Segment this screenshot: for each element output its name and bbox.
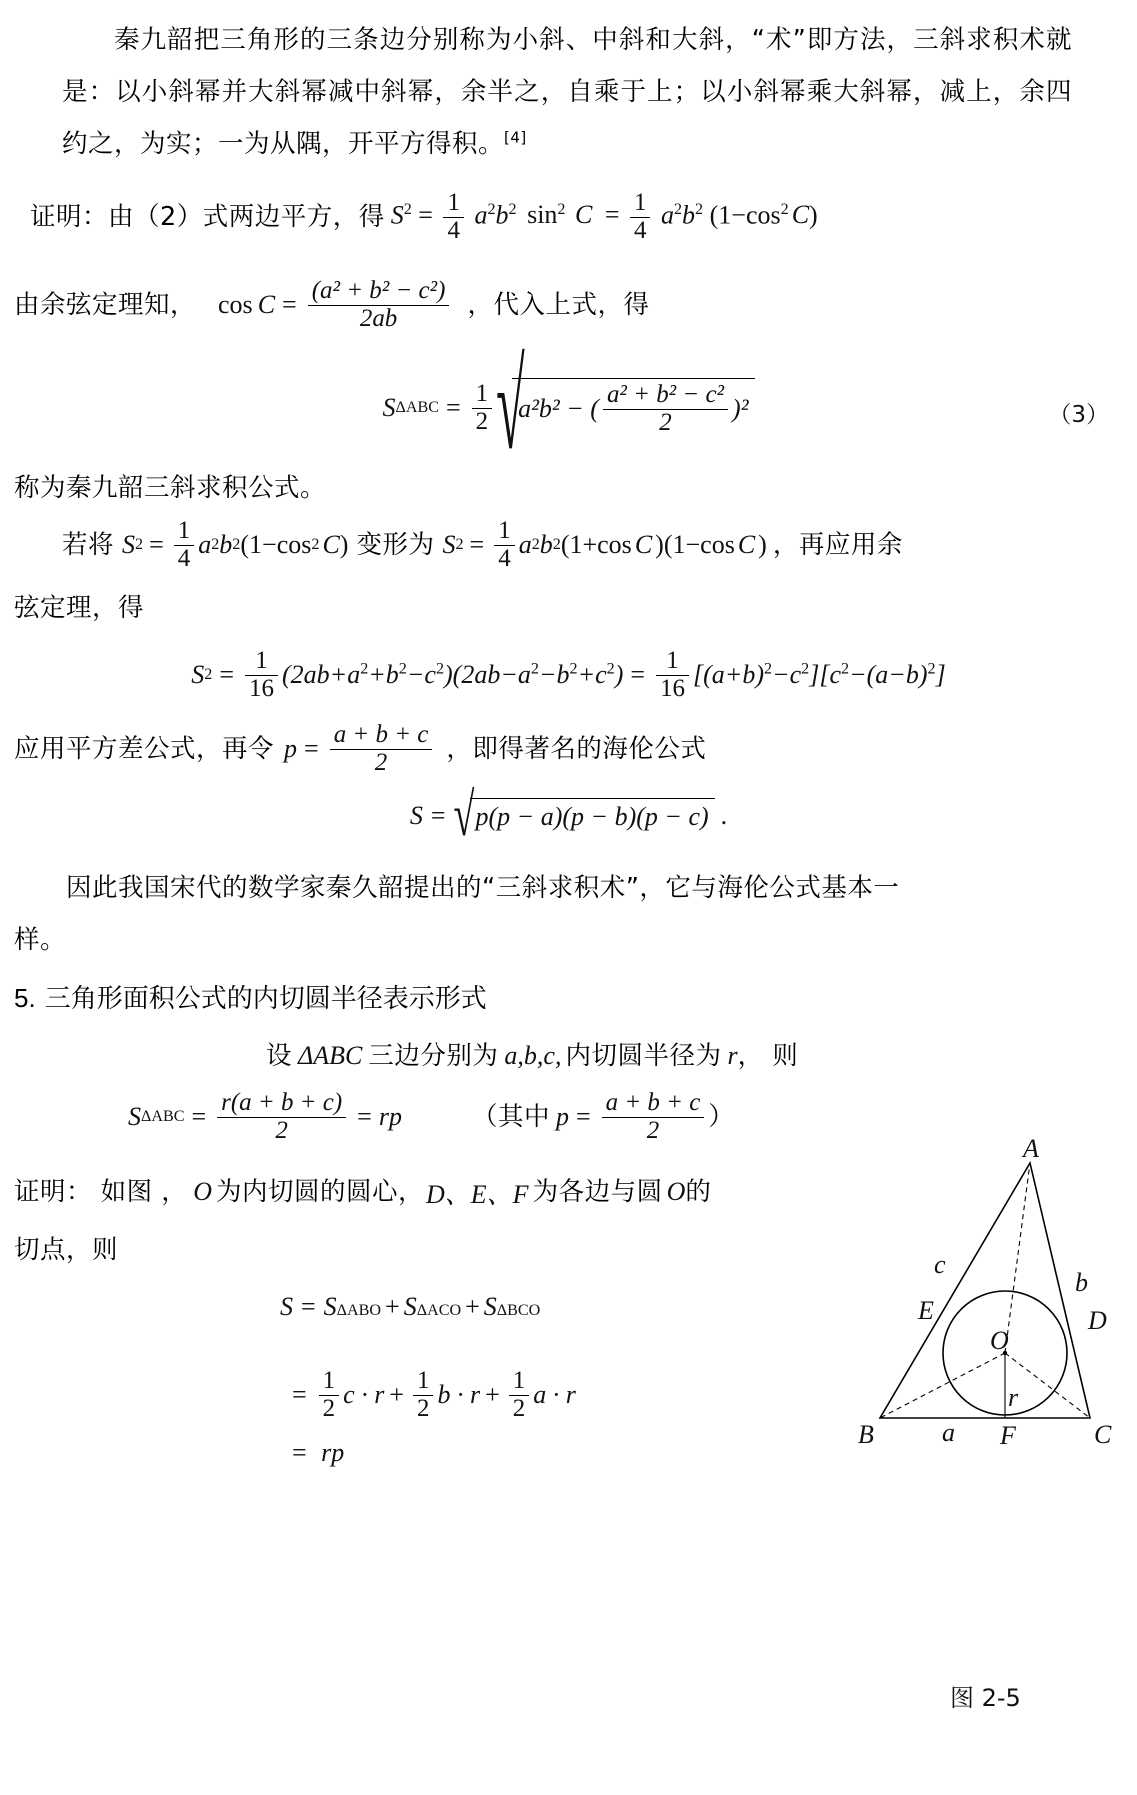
equation-area-sum2 bbox=[292, 1368, 576, 1423]
fraction-denominator: 2 bbox=[472, 408, 492, 436]
fraction-denominator: 2ab bbox=[308, 305, 450, 333]
fraction-numerator bbox=[308, 278, 450, 305]
figure-label-a: a bbox=[942, 1418, 955, 1447]
eq-cos: cos bbox=[745, 200, 781, 230]
equation-factored: S 2 = $\frac{1}{16}$ $(2ab+a^2+b^2-c^2)(2ab-a^2-b^2+c^2)$ = $\frac{1}{16}$ $[(a+b)^2-c^2][c^2-(a-b)^2]$ bbox=[191, 647, 946, 702]
eq-angle-C-1: C bbox=[574, 200, 593, 230]
equation-p-note bbox=[556, 1090, 708, 1145]
eq-lhs-exponent: 2 bbox=[403, 200, 412, 218]
fraction-cos-C bbox=[308, 278, 450, 333]
equals-2: = bbox=[630, 660, 646, 690]
fraction-one-sixteenth-2 bbox=[656, 648, 689, 703]
eq-angle-C-2: C bbox=[791, 200, 810, 230]
eq-sin: sin bbox=[527, 200, 558, 230]
fraction-inner bbox=[603, 382, 728, 437]
note-equals: = bbox=[575, 1102, 591, 1132]
section-heading-5 bbox=[14, 978, 487, 1015]
figure-label-r: r bbox=[1008, 1383, 1019, 1412]
factor-group-2: )(1 bbox=[655, 530, 686, 560]
eq-a-exponent: 2 bbox=[487, 200, 496, 218]
inradius-equals: = bbox=[191, 1102, 207, 1132]
fraction-denominator: 2 bbox=[602, 1117, 705, 1145]
center-O-symbol: O bbox=[193, 1177, 212, 1206]
fraction-one-half bbox=[472, 381, 492, 436]
S-symbol: S bbox=[122, 530, 136, 560]
figure-label-B: B bbox=[858, 1420, 874, 1449]
fraction-numerator: 1 bbox=[666, 647, 679, 674]
triangle-shape bbox=[880, 1163, 1090, 1418]
equation-area-sum3 bbox=[292, 1438, 344, 1467]
points-DEF-symbol: D、E、F bbox=[426, 1179, 529, 1209]
eq-a-term-2: a bbox=[660, 200, 674, 230]
paren-close-2: ) bbox=[758, 530, 767, 560]
sum-equals: = bbox=[301, 1292, 316, 1321]
cosine-law-suffix: ，代入上式，得 bbox=[467, 290, 650, 321]
equation-S2-right: S 2 = $\frac{1}{4}$ a 2 b 2 (1+ cos C )(1 − cos C ) bbox=[442, 517, 767, 572]
figure-triangle-incircle bbox=[858, 1134, 1120, 1468]
sum2-plus-1: + bbox=[389, 1380, 404, 1410]
factor-expr-1: $(2ab+a^2+b^2-c^2)(2ab-a^2-b^2+c^2)$ bbox=[281, 660, 624, 690]
eq-b-term-2: b bbox=[682, 200, 696, 230]
paragraph-qinjiushao bbox=[62, 14, 1072, 170]
equals-sign-2: = bbox=[469, 530, 485, 560]
figure-label-D: D bbox=[1088, 1306, 1107, 1335]
figure-caption: 图 2-5 bbox=[950, 1684, 1021, 1712]
eq-equals-2: = bbox=[604, 200, 620, 230]
inradius-equals-2: = bbox=[357, 1102, 372, 1132]
figure-label-F: F bbox=[1000, 1421, 1016, 1450]
fraction-note-p bbox=[602, 1090, 705, 1145]
cos-symbol: cos bbox=[276, 530, 312, 560]
eq-lhs: S bbox=[390, 200, 404, 230]
eq-equals-1: = bbox=[418, 200, 433, 230]
sum-term-2: S bbox=[403, 1292, 417, 1321]
fraction-p bbox=[330, 722, 433, 777]
fraction-numerator: 1 bbox=[498, 517, 511, 544]
paragraph-conclusion: 因此我国宋代的数学家秦久韶提出的“三斜求积术”，它与海伦公式基本一 bbox=[66, 873, 900, 903]
proof-label: 证明：由（2）式两边平方，得 bbox=[30, 202, 385, 233]
figure-label-b: b bbox=[1075, 1268, 1088, 1297]
fraction-denominator: 2 bbox=[217, 1117, 346, 1145]
section-number: 5. bbox=[14, 983, 36, 1013]
fraction-denominator: 4 bbox=[630, 217, 650, 245]
fraction-numerator: 1 bbox=[255, 647, 268, 674]
triangle-ABC-symbol: ΔABC bbox=[298, 1041, 363, 1070]
fraction-denominator: 2 bbox=[319, 1395, 339, 1423]
eq-b-term: b bbox=[495, 200, 509, 230]
equation-p-definition bbox=[284, 722, 436, 777]
angle-C-2: C bbox=[634, 530, 653, 560]
eq3-equals: = bbox=[445, 393, 461, 423]
fraction-numerator: 1 bbox=[447, 189, 460, 216]
note-open-paren: （其中 bbox=[471, 1102, 550, 1133]
fraction-numerator: a + b + c bbox=[605, 1089, 701, 1116]
fraction-one-fourth-1 bbox=[443, 190, 463, 245]
fraction-denominator: 2 bbox=[509, 1395, 529, 1423]
sum3-equals: = bbox=[292, 1438, 307, 1467]
equation-factored-row bbox=[0, 648, 1137, 703]
eq-cos-exponent: 2 bbox=[780, 200, 789, 218]
paren-close: ) bbox=[339, 530, 349, 560]
eq-a-term: a bbox=[474, 200, 488, 230]
proof-inradius-line bbox=[14, 1172, 711, 1212]
fraction-denominator: 16 bbox=[656, 675, 689, 703]
radius-r-symbol: r bbox=[727, 1041, 738, 1070]
p-symbol: p bbox=[284, 734, 298, 764]
fraction-half-1 bbox=[319, 1368, 339, 1423]
equation-inradius: S ΔABC = $\frac{r(a + b + c)}{2}$ = rp bbox=[128, 1089, 402, 1144]
equation-heron-row bbox=[0, 782, 1137, 850]
section-title: 三角形面积公式的内切圆半径表示形式 bbox=[44, 984, 487, 1014]
paragraph-conclusion-continued: 样。 bbox=[14, 925, 67, 955]
fraction-one-fourth-2 bbox=[630, 190, 650, 245]
eq-b-exponent: 2 bbox=[508, 200, 517, 218]
factor-expr-2: $[(a+b)^2-c^2][c^2-(a-b)^2]$ bbox=[693, 660, 946, 690]
fraction-one-sixteenth-1 bbox=[245, 648, 278, 703]
radicand-lead bbox=[518, 394, 599, 424]
heron-intro-line bbox=[14, 722, 1114, 777]
cos-symbol-3: cos bbox=[700, 530, 735, 560]
transform-suffix: ，再应用余 bbox=[772, 530, 903, 561]
radicand-tail: )² bbox=[732, 394, 749, 424]
fraction-half-2 bbox=[413, 1368, 433, 1423]
equation-3-tag: （3） bbox=[1048, 402, 1109, 428]
cos-symbol-2: cos bbox=[597, 530, 632, 560]
sum2-term-1: c · r bbox=[343, 1380, 385, 1410]
fraction-numerator: 1 bbox=[512, 1367, 526, 1394]
eq-paren-close: ) bbox=[809, 200, 818, 230]
note-close-paren: ） bbox=[708, 1102, 735, 1133]
fraction-denominator: 4 bbox=[443, 217, 463, 245]
radicand: p(p − a)(p − b)(p − c) bbox=[470, 798, 715, 834]
figure-label-O: O bbox=[990, 1326, 1009, 1355]
figure-label-A: A bbox=[1023, 1134, 1039, 1163]
fraction-numerator: a + b + c bbox=[333, 721, 429, 748]
equation-area-sum: S = S ΔABO + S ΔACO + S ΔBCO bbox=[280, 1292, 541, 1321]
sum-lhs: S bbox=[280, 1292, 293, 1321]
S-symbol-2: S bbox=[442, 530, 456, 560]
equation-3: S ΔABC = $\frac{1}{2}$ √ a²b² − ( $\frac{\text{a² + b² − c²}}{2}$ )² bbox=[383, 378, 755, 439]
eq3-lhs: S bbox=[382, 393, 396, 423]
equals-1: = bbox=[219, 660, 235, 690]
equation-cos-C bbox=[218, 278, 453, 333]
sum2-term-2: b · r bbox=[437, 1380, 481, 1410]
figure-svg bbox=[860, 1138, 1120, 1468]
transform-line bbox=[62, 518, 1132, 573]
heron-intro-prefix: 应用平方差公式，再令 bbox=[14, 734, 275, 765]
paragraph-formula-name: 称为秦九韶三斜求积公式。 bbox=[14, 473, 327, 503]
fraction-numerator: 1 bbox=[322, 1367, 336, 1394]
b-term: b bbox=[219, 530, 233, 560]
sum-term-3: S bbox=[483, 1292, 497, 1321]
fraction-denominator: 16 bbox=[245, 675, 278, 703]
sides-abc-symbol: a,b,c, bbox=[504, 1041, 562, 1070]
a-term: a bbox=[198, 530, 212, 560]
minus-sign-2: − bbox=[685, 530, 701, 560]
b-term-2: b bbox=[539, 530, 553, 560]
setup-mid2: 内切圆半径为 bbox=[565, 1041, 722, 1071]
fraction-numerator: 1 bbox=[475, 380, 489, 407]
equation-S2-expansion bbox=[391, 190, 818, 245]
proof-line-1 bbox=[30, 190, 1110, 245]
sum2-term-3: a · r bbox=[533, 1380, 576, 1410]
setup-mid: 三边分别为 bbox=[368, 1041, 499, 1071]
heron-intro-suffix: ，即得著名的海伦公式 bbox=[446, 734, 707, 765]
radical-sign: √ bbox=[453, 782, 475, 850]
fraction-one-fourth bbox=[174, 518, 194, 573]
equation-area-sum2-row bbox=[292, 1368, 576, 1423]
sum-plus-1: + bbox=[385, 1292, 400, 1321]
equals-sign: = bbox=[282, 290, 297, 320]
fraction-numerator: 1 bbox=[634, 189, 647, 216]
fraction-denominator: 2 bbox=[413, 1395, 433, 1423]
eq-b-exponent-2: 2 bbox=[695, 200, 704, 218]
fraction-denominator: 4 bbox=[494, 545, 514, 573]
figure-label-C: C bbox=[1094, 1420, 1112, 1449]
fraction-inradius bbox=[217, 1090, 346, 1145]
equation-area-sum-row bbox=[280, 1292, 540, 1322]
fraction-denominator: 4 bbox=[174, 545, 194, 573]
radicand-lead-text: a²b² − ( bbox=[518, 394, 599, 424]
equation-heron bbox=[409, 782, 728, 850]
cosine-law-line bbox=[14, 278, 1094, 333]
cosine-law-label: 由余弦定理知， bbox=[14, 290, 197, 321]
paragraph-qinjiushao-text: 秦九韶把三角形的三条边分别称为小斜、中斜和大斜，“术”即方法，三斜求积术就是：以小斜幂并大斜幂减中斜幂，余半之，自乘于上；以小斜幂乘大斜幂，减上，余四约之，为实；一为从隅，开平方得积。 bbox=[62, 25, 1072, 159]
paragraph-cos-law-continued: 弦定理，得 bbox=[14, 593, 145, 623]
equals-sign: = bbox=[304, 734, 319, 764]
equation-area-sum3-row bbox=[292, 1438, 344, 1468]
angle-C-3: C bbox=[737, 530, 756, 560]
a-term-2: a bbox=[518, 530, 532, 560]
eq-sin-exponent: 2 bbox=[557, 200, 566, 218]
note-p-symbol: p bbox=[555, 1102, 569, 1132]
heron-equals: = bbox=[430, 801, 446, 830]
fraction-denominator: 2 bbox=[603, 409, 728, 437]
fraction-half-3 bbox=[509, 1368, 529, 1423]
segment-OA bbox=[1005, 1163, 1030, 1353]
numerator-text: (a² + b² − c²) bbox=[311, 277, 446, 304]
fraction-numerator: 1 bbox=[417, 1367, 430, 1394]
proof-mid: 为内切圆的圆心， bbox=[216, 1177, 425, 1207]
eq-paren-open: (1 bbox=[709, 200, 732, 230]
setup-prefix: 设 bbox=[266, 1041, 293, 1071]
paragraph-tangent-points: 切点，则 bbox=[14, 1235, 119, 1265]
sum2-equals: = bbox=[292, 1380, 307, 1410]
figure-label-c: c bbox=[934, 1250, 946, 1279]
equation-S2-left: S 2 = $\frac{1}{4}$ a 2 b 2 (1 − cos 2 C ) bbox=[122, 517, 349, 572]
fraction-numerator: r(a + b + c) bbox=[221, 1089, 343, 1116]
transform-mid: 变形为 bbox=[356, 530, 435, 561]
fraction-numerator: 1 bbox=[177, 517, 191, 544]
proof-mid2: 为各边与圆 bbox=[532, 1177, 663, 1207]
proof-prefix: 证明： 如图 ， bbox=[14, 1177, 188, 1207]
figure-label-E: E bbox=[918, 1296, 934, 1325]
eq-a-exponent-2: 2 bbox=[673, 200, 683, 218]
inradius-lhs: S bbox=[128, 1102, 141, 1132]
sum3-rhs: rp bbox=[321, 1438, 345, 1467]
eq-minus: − bbox=[731, 200, 746, 230]
sum-term-1: S bbox=[323, 1292, 337, 1321]
proof-suffix: 的 bbox=[685, 1177, 712, 1207]
fraction-one-fourth-2 bbox=[494, 518, 514, 573]
transform-prefix: 若将 bbox=[62, 530, 115, 561]
equals-sign: = bbox=[149, 530, 164, 560]
sqrt-heron bbox=[453, 782, 715, 850]
inradius-rhs: rp bbox=[378, 1102, 402, 1132]
cos-symbol: cos bbox=[218, 290, 253, 320]
equation-3-row bbox=[0, 340, 1137, 477]
fraction-denominator: 2 bbox=[330, 749, 433, 777]
heron-lhs: S bbox=[409, 801, 423, 830]
lhs-S: S bbox=[191, 660, 205, 690]
heron-period: . bbox=[720, 801, 728, 830]
factor-group: (1+ bbox=[560, 530, 598, 560]
circle-O-symbol: O bbox=[666, 1177, 686, 1206]
reference-marker: [4] bbox=[504, 128, 527, 147]
setup-suffix: ， 则 bbox=[737, 1041, 799, 1071]
radicand bbox=[512, 378, 754, 439]
inradius-setup-line bbox=[266, 1036, 798, 1076]
paren-open: (1 bbox=[240, 530, 263, 560]
equation-inradius-row bbox=[128, 1090, 734, 1145]
sum-plus-2: + bbox=[465, 1292, 480, 1321]
minus-sign: − bbox=[262, 530, 277, 560]
radical-sign: √ bbox=[496, 340, 525, 477]
sum2-plus-2: + bbox=[485, 1380, 500, 1410]
angle-C: C bbox=[322, 530, 340, 560]
fraction-numerator: a² + b² − c² bbox=[606, 381, 725, 408]
angle-C: C bbox=[257, 290, 276, 320]
